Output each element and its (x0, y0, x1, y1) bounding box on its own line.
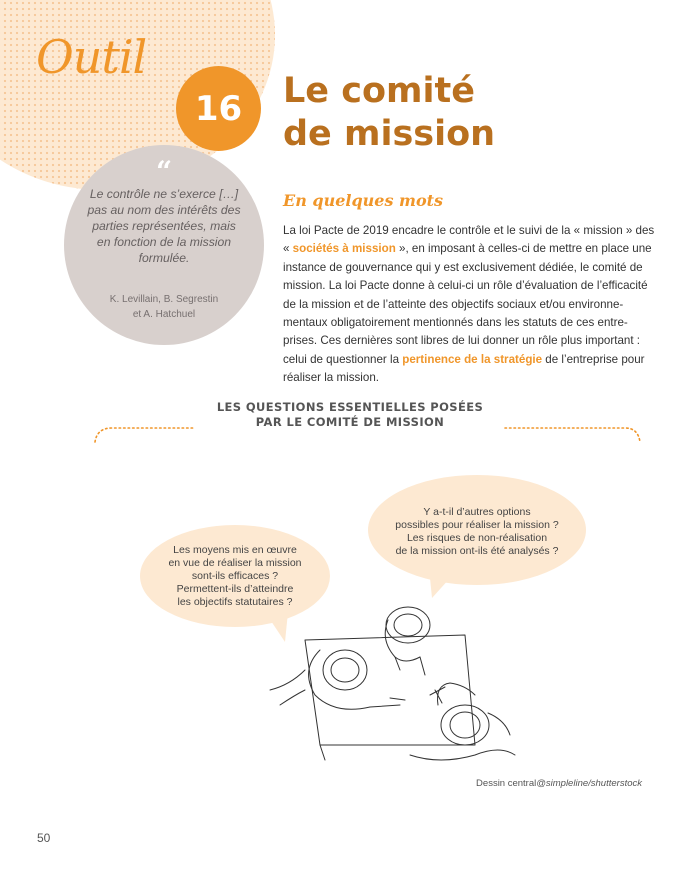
right-bubble-line: possibles pour réaliser la mission ? (395, 519, 559, 531)
title-line-2: de mission (283, 114, 496, 154)
quote-text: Le contrôle ne s’exerce […] pas au nom des intérêts des parties représentées, mais en fonction de la mission formulée. (87, 187, 241, 265)
left-bubble-line: Permettent-ils d’atteindre (176, 583, 294, 595)
questions-title-line-1: LES QUESTIONS ESSENTIELLES POSÉES (216, 400, 484, 414)
title-line-1: Le comité (283, 71, 475, 111)
left-bubble-line: sont-ils efficaces ? (191, 570, 279, 582)
image-credit (476, 778, 642, 789)
right-bubble-line: Les risques de non-réalisation (406, 532, 548, 544)
left-bubble-line: les objectifs statutaires ? (177, 596, 293, 608)
body-part-2: », en imposant à celles-ci de mettre en place une instance de gouvernance qui y est exclusivement dédiée, le comité de mission. La loi Pacte donne à celui-ci un rôle d’évaluation de l’efficacité de la mission et de l’atteinte des objectifs sociaux et/ou environne-mentaux obligatoirement mentionnés dans les statuts de ces entre-prises. Ces dernières sont libres de lui donner un rôle plus important : celui de questionner la (283, 242, 652, 366)
quote-author-line-2: et A. Hatchuel (132, 309, 196, 320)
quote-author-line-1: K. Levillain, B. Segrestin (109, 294, 219, 305)
right-bubble-text (378, 506, 576, 558)
body-part-3: de l’entreprise pour réaliser la mission. (283, 352, 645, 385)
highlight-societes-a-mission: sociétés à mission (292, 242, 396, 256)
right-bubble-line: Y a-t-il d’autres options (423, 506, 531, 518)
left-bubble-line: Les moyens mis en œuvre (173, 544, 297, 556)
tool-number-badge: 16 (176, 66, 261, 151)
page-number: 50 (37, 831, 51, 845)
credit-prefix: Dessin central (476, 778, 537, 789)
right-bubble-line: de la mission ont-ils été analysés ? (395, 545, 559, 557)
body-part-1: La loi Pacte de 2019 encadre le contrôle et le suivi de la « mission » des « (283, 224, 655, 256)
meeting-line-drawing (260, 595, 520, 770)
left-bubble-line: en vue de réaliser la mission (168, 557, 302, 569)
credit-source: @simpleline/shutterstock (536, 778, 642, 789)
questions-title-line-2: PAR LE COMITÉ DE MISSION (255, 415, 445, 429)
section-subhead: En quelques mots (283, 191, 444, 210)
tool-label: Outil (36, 30, 147, 84)
quote-mark-icon: “ (155, 155, 173, 188)
highlight-pertinence-strategie: pertinence de la stratégie (402, 352, 543, 366)
